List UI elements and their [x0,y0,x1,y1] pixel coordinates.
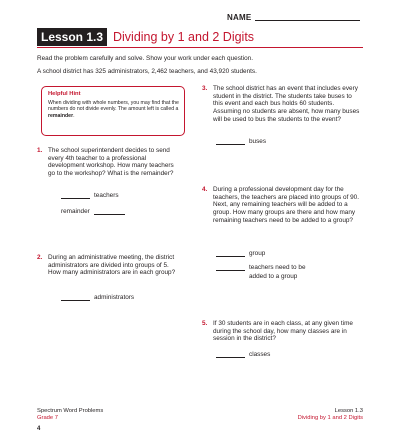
question-text: During an administrative meeting, the district administrators are divided into groups of 5. How many administrators are in each group? [48,254,176,277]
answer-blank[interactable] [61,294,90,301]
hint-term: remainder [48,112,74,119]
problem-intro: A school district has 325 administrators, 2,462 teachers, and 43,920 students. [37,68,257,75]
answer-label: administrators [94,294,135,301]
answer-group [216,250,265,257]
name-input-line[interactable] [255,20,360,21]
answer-buses [216,138,266,145]
lesson-title: Dividing by 1 and 2 Digits [113,30,255,44]
hint-text: When dividing with whole numbers, you may find that the numbers do not divide evenly. The amount left is called a remainder. [48,100,179,119]
footer-lesson: Lesson 1.3 [334,408,363,414]
title-divider [37,47,363,48]
question-text: During a professional development day for the teachers, the teachers are placed into groups of 90. Next, any remaining teachers will be added to a group. How many groups are there and how many remaining teachers need to be added to a group? [213,186,360,224]
question-number: 4. [202,186,208,193]
footer-book-title: Spectrum Word Problems [37,408,104,414]
answer-label: teachers need to be [249,264,306,271]
helpful-hint-box [41,86,185,136]
question-1 [37,147,177,178]
footer-lesson-title: Dividing by 1 and 2 Digits [297,415,363,421]
answer-administrators [61,294,134,301]
answer-label: group [249,250,266,257]
hint-title: Helpful Hint [48,91,81,97]
question-number: 3. [202,85,208,92]
question-number: 1. [37,147,43,154]
answer-blank[interactable] [216,264,245,271]
footer-grade: Grade 7 [37,415,58,421]
answer-label: teachers [94,192,119,199]
question-4 [202,186,362,225]
answer-label: classes [249,351,271,358]
lesson-badge: Lesson 1.3 [37,28,107,46]
question-text: If 30 students are in each class, at any given time during the school day, how many classes are in session in the district? [213,320,353,343]
answer-blank[interactable] [216,138,245,145]
instructions: Read the problem carefully and solve. Show your work under each question. [37,55,253,62]
answer-label: buses [249,138,267,145]
name-label: NAME [227,13,252,22]
question-2 [37,254,177,277]
question-number: 2. [37,254,43,261]
answer-remainder [61,208,125,215]
answer-classes [216,351,270,358]
question-text: The school superintendent decides to send every 4th teacher to a professional development workshop. How many teachers go to the workshop? What is the remainder? [48,147,174,178]
question-number: 5. [202,320,208,327]
question-text: The school district has an event that includes every student in the district. The students take buses to this event and each bus holds 60 students. Assuming no students are absent, how many buses will be used to bus the students to the event? [213,85,360,123]
answer-teachers-added [216,264,306,271]
answer-blank[interactable] [61,192,90,199]
answer-label-continued: added to a group [249,273,298,280]
answer-blank[interactable] [216,351,245,358]
answer-teachers [61,192,119,199]
answer-blank[interactable] [216,250,245,257]
answer-blank[interactable] [94,208,125,215]
question-3 [202,85,362,124]
question-5 [202,320,362,343]
page-number: 4 [37,426,41,432]
answer-label: remainder [61,208,90,215]
